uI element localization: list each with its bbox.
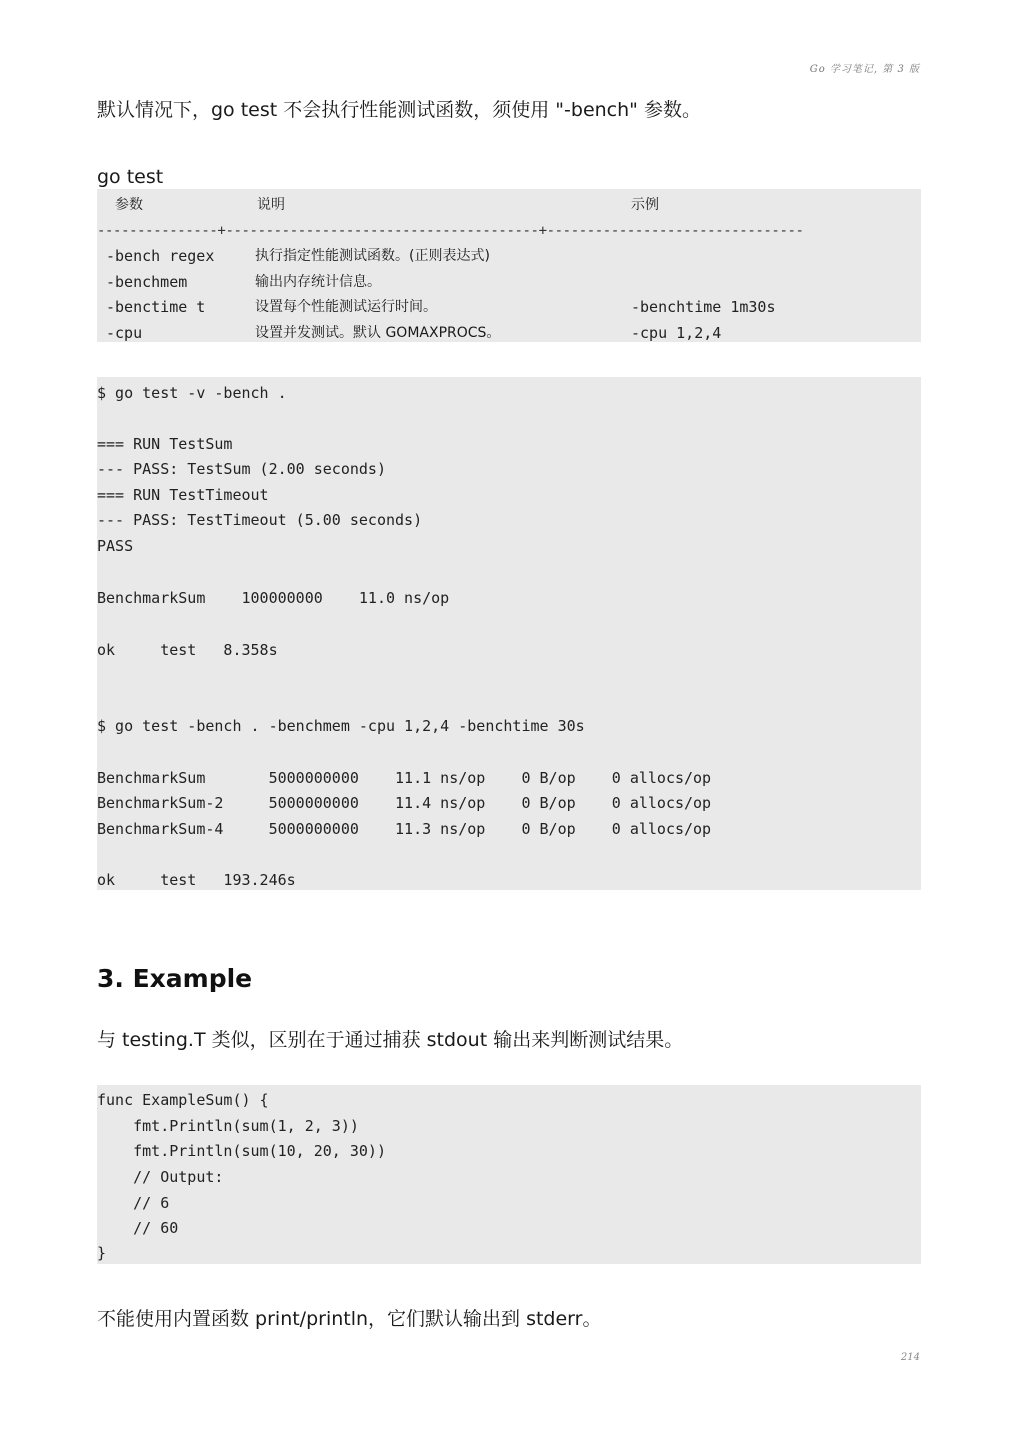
running-header: Go 学习笔记, 第 3 版	[809, 64, 920, 75]
code-line: }	[97, 1244, 107, 1262]
code-line: ok test 193.246s	[97, 871, 296, 889]
code-line: $ go test -bench . -benchmem -cpu 1,2,4 -benchtime 30s	[97, 717, 585, 735]
table-cell-example: -cpu 1,2,4	[631, 324, 722, 342]
code-line: // Output:	[97, 1168, 224, 1186]
table-cell-desc: 执行指定性能测试函数。(正则表达式)	[255, 248, 490, 264]
code-line: BenchmarkSum 100000000 11.0 ns/op	[97, 589, 450, 607]
code-line: === RUN TestSum	[97, 435, 233, 453]
closing-paragraph: 不能使用内置函数 print/println，它们默认输出到 stderr。	[97, 1308, 602, 1330]
table-cell-desc: 输出内存统计信息。	[255, 274, 381, 290]
table-header-param: 参数	[115, 197, 143, 213]
code-line: fmt.Println(sum(1, 2, 3))	[97, 1117, 359, 1135]
table-cell-desc: 设置每个性能测试运行时间。	[255, 299, 437, 315]
code-line: --- PASS: TestTimeout (5.00 seconds)	[97, 511, 423, 529]
table-cell-param: -benchmem	[106, 273, 188, 291]
table-cell-param: -bench regex	[106, 247, 215, 265]
table-cell-desc: 设置并发测试。默认 GOMAXPROCS。	[255, 325, 501, 341]
code-line: --- PASS: TestSum (2.00 seconds)	[97, 460, 386, 478]
example-intro-paragraph: 与 testing.T 类似，区别在于通过捕获 stdout 输出来判断测试结果。	[97, 1029, 684, 1051]
table-caption: go test	[97, 166, 164, 188]
section-heading: 3. Example	[97, 964, 253, 993]
parameter-table	[97, 189, 921, 342]
code-line: func ExampleSum() {	[97, 1091, 269, 1109]
example-code-block	[97, 1085, 921, 1264]
table-cell-param: -cpu	[106, 324, 143, 342]
table-header-rule: ---------------+---------------------------------------+--------------------------------	[97, 223, 804, 239]
code-line: // 6	[97, 1194, 170, 1212]
code-line: === RUN TestTimeout	[97, 486, 269, 504]
table-cell-example: -benchtime 1m30s	[631, 298, 776, 316]
code-line: $ go test -v -bench .	[97, 384, 287, 402]
code-line: ok test 8.358s	[97, 641, 278, 659]
code-line: BenchmarkSum 5000000000 11.1 ns/op 0 B/op 0 allocs/op	[97, 769, 712, 787]
code-line: // 60	[97, 1219, 179, 1237]
table-header-desc: 说明	[257, 197, 285, 213]
page-number: 214	[900, 1352, 920, 1363]
code-line: fmt.Println(sum(10, 20, 30))	[97, 1142, 386, 1160]
intro-paragraph: 默认情况下，go test 不会执行性能测试函数，须使用 "-bench" 参数。	[97, 99, 701, 121]
code-line: BenchmarkSum-4 5000000000 11.3 ns/op 0 B/op 0 allocs/op	[97, 820, 712, 838]
code-line: BenchmarkSum-2 5000000000 11.4 ns/op 0 B/op 0 allocs/op	[97, 794, 712, 812]
table-header-example: 示例	[631, 197, 659, 213]
benchmark-output-code-block	[97, 377, 921, 890]
table-cell-param: -benctime t	[106, 298, 206, 316]
code-line: PASS	[97, 537, 134, 555]
